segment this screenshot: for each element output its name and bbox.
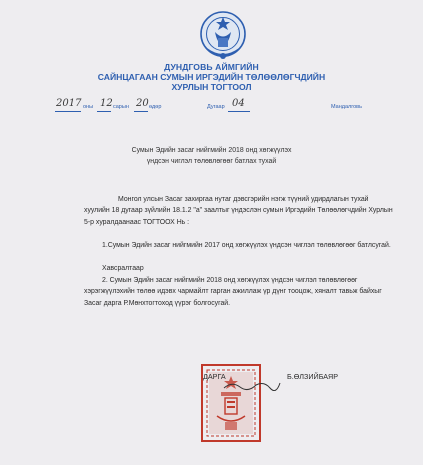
body-paragraph-intro: Монгол улсын Засаг захиргаа нутаг дэвсгэрийн нэгж түүний удирдлагын тухай хуулийн 18 дугаар зүйлийн 18.1.2 "а" заалтыг үндэслэн сумын Иргэдийн Төлөөлөгчдийн Хурлын 5-р хуралдаанаас ТОГТООХ Нь : — [84, 196, 393, 226]
year-underline — [55, 111, 81, 112]
header-resolution: ХУРЛЫН ТОГТООЛ — [171, 82, 252, 92]
date-year: 2017 — [56, 98, 82, 109]
date-day: 20 — [136, 98, 149, 109]
signatory-role: ДАРГА — [203, 372, 226, 381]
signatory-name: Б.ӨЛЗИЙБАЯР — [287, 372, 339, 381]
resolution-number: 04 — [232, 98, 245, 109]
header-council: САЙНЦАГААН СУМЫН ИРГЭДИЙН ТӨЛӨӨЛӨГЧДИЙН — [97, 72, 326, 82]
body-appendix-note: Хавсралтаар — [102, 265, 144, 272]
handwritten-signature — [222, 379, 282, 391]
place-name: Мандалговь — [331, 104, 362, 110]
month-label: сарын — [113, 104, 129, 110]
day-label: өдөр — [149, 104, 162, 110]
month-underline — [97, 111, 111, 112]
body-paragraph-item2: 2. Сумын Эдийн засаг нийгмийн 2018 онд хөгжүүлэх үндсэн чиглэл төлөвлөгөөг хэрэгжүүлэхийн төлөө идэвх чармайлт гарган ажиллаж үр дүнг тооцож, хяналт тавьж байхыг Засаг дарга Р.Мөнхтогтоход үүрэг болгосугай. — [84, 277, 382, 307]
year-label: оны — [83, 104, 94, 110]
resolution-title-line2: үндсэн чиглэл төлөвлөгөөг батлах тухай — [146, 158, 277, 165]
number-underline — [228, 111, 250, 112]
day-underline — [134, 111, 148, 112]
date-month: 12 — [100, 98, 113, 109]
resolution-title-line1: Сумын Эдийн засаг нийгмийн 2018 онд хөгжүүлэх — [131, 147, 292, 154]
body-paragraph-item1: 1.Сумын Эдийн засаг нийгмийн 2017 онд хөгжүүлэх үндсэн чиглэл төлөвлөгөөг батлсугай. — [102, 242, 391, 249]
state-emblem-icon — [198, 8, 248, 64]
number-label: Дугаар — [207, 104, 225, 110]
header-province: ДУНДГОВЬ АЙМГИЙН — [164, 62, 259, 72]
